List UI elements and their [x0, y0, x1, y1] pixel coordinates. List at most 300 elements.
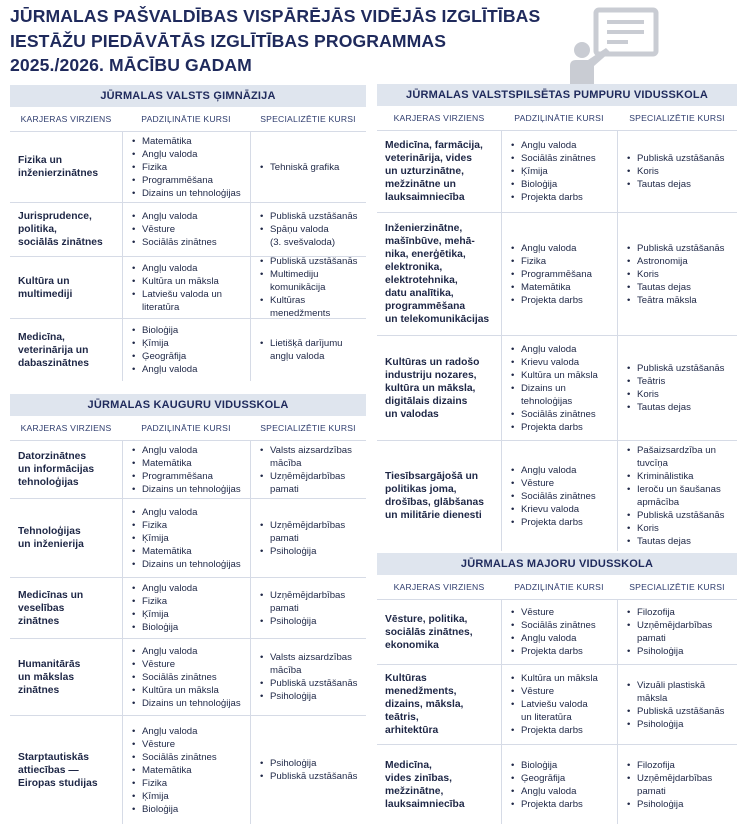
column-headers — [377, 106, 737, 130]
specialized-course-item: • Tautas dejas — [627, 281, 724, 294]
advanced-course-item: • Fizika — [511, 255, 592, 268]
program-row — [377, 664, 737, 744]
specialized-course-item: • Tehniskā grafika — [260, 161, 339, 174]
career-direction — [377, 613, 501, 652]
career-direction-line: dizains, māksla, — [385, 699, 464, 710]
specialized-course-item: • Psiholoģija — [260, 690, 357, 703]
specialized-course-list — [627, 759, 712, 811]
career-direction — [10, 154, 122, 180]
advanced-course-item: • Programmēšana — [132, 470, 241, 483]
advanced-course-item: • Angļu valoda — [511, 785, 583, 798]
column-header-specialized: SPECIALIZĒTIE KURSI — [260, 114, 356, 124]
advanced-courses — [122, 203, 250, 256]
career-direction-line: Jurisprudence, — [18, 211, 92, 222]
advanced-course-item: • Vēsture — [511, 606, 596, 619]
specialized-courses — [250, 132, 366, 202]
advanced-course-list — [511, 343, 598, 434]
advanced-course-item: • Angļu valoda — [511, 139, 596, 152]
advanced-courses — [501, 441, 617, 551]
advanced-courses — [122, 716, 250, 824]
career-direction-line: lauksaimniecība — [385, 798, 465, 810]
career-direction-line: politika, — [18, 224, 57, 235]
career-direction — [10, 210, 122, 249]
career-direction — [377, 672, 501, 737]
school-name: JŪRMALAS VALSTS ĢIMNĀZIJA — [10, 85, 366, 107]
specialized-course-list — [627, 362, 724, 414]
advanced-course-list — [132, 645, 241, 710]
career-direction-line: drošības, glābšanas — [385, 497, 485, 508]
advanced-course-item: • Angļu valoda — [132, 210, 217, 223]
specialized-course-item: • Kultūras menedžments — [260, 294, 366, 320]
specialized-course-item: • Publiskā uzstāšanās — [627, 705, 737, 718]
advanced-course-list — [132, 444, 241, 496]
career-direction-line: teātris, — [385, 712, 419, 723]
career-direction-line: un militārie dienesti — [385, 510, 482, 521]
career-direction-line: un valodas — [385, 408, 439, 420]
advanced-course-item: • Vēsture — [511, 477, 596, 490]
advanced-course-list — [511, 464, 596, 529]
advanced-course-item: • Kultūra un māksla — [132, 684, 241, 697]
advanced-course-list — [132, 506, 241, 571]
advanced-course-item: • Projekta darbs — [511, 191, 596, 204]
advanced-courses — [122, 257, 250, 318]
specialized-course-item-continuation: mācība — [270, 457, 302, 469]
program-row — [10, 715, 366, 824]
specialized-course-item: • Psiholoģija — [627, 798, 712, 811]
program-row — [377, 335, 737, 440]
specialized-course-list — [260, 757, 357, 783]
specialized-courses — [617, 600, 737, 664]
career-direction-line: Kultūras un radošo — [385, 356, 480, 368]
title-line-1: JŪRMALAS PAŠVALDĪBAS VISPĀRĒJĀS VIDĒJĀS IZGLĪTĪBAS — [10, 6, 541, 26]
advanced-course-item: • Bioloģija — [511, 759, 583, 772]
career-direction-line: digitālais dizains — [385, 395, 468, 407]
advanced-course-item: • Krievu valoda — [511, 356, 598, 369]
career-direction-line: Medicīna, — [385, 759, 432, 771]
specialized-course-item: • Publiskā uzstāšanās — [627, 509, 724, 522]
specialized-courses — [250, 319, 366, 381]
career-direction-line: Inženierzinātne, — [385, 223, 463, 234]
specialized-courses — [250, 203, 366, 256]
program-row — [377, 599, 737, 664]
advanced-course-item: • Sociālās zinātnes — [511, 408, 598, 421]
advanced-courses — [501, 665, 617, 744]
specialized-courses — [250, 578, 366, 638]
advanced-course-item: • Projekta darbs — [511, 798, 583, 811]
advanced-course-item: • Angļu valoda — [511, 242, 592, 255]
career-direction-line: veterinārija un — [18, 344, 89, 356]
career-direction-line: inženierzinātnes — [18, 168, 99, 179]
career-direction — [377, 356, 501, 421]
specialized-course-item-continuation: apmācība — [637, 497, 680, 508]
career-direction-line: Starptautiskās — [18, 751, 89, 763]
specialized-course-item: • Uzņēmējdarbības — [627, 619, 712, 632]
career-direction-line: dabaszinātnes — [18, 357, 89, 369]
advanced-course-item: • Kultūra un māksla — [132, 275, 222, 288]
specialized-course-item-continuation: mācība — [270, 665, 302, 676]
career-direction-line: zinātnes — [18, 615, 60, 627]
advanced-course-item: • Ķīmija — [511, 165, 596, 178]
title-line-3: 2025./2026. MĀCĪBU GADAM — [10, 55, 252, 75]
advanced-course-item: • Ķīmija — [132, 532, 241, 545]
career-direction-line: multimediji — [18, 288, 73, 300]
specialized-courses — [617, 213, 737, 335]
career-direction-line: un uzturzinātne, — [385, 166, 464, 177]
specialized-course-item: • Filozofija — [627, 759, 712, 772]
advanced-course-item: • Programmēšana — [511, 268, 592, 281]
specialized-course-item: • Koris — [627, 268, 724, 281]
career-direction-line: attiecības — — [18, 764, 79, 776]
advanced-course-item-continuation: un literatūra — [521, 712, 572, 723]
career-direction — [377, 470, 501, 522]
advanced-course-item: • Sociālās zinātnes — [511, 490, 596, 503]
advanced-course-list — [132, 582, 197, 634]
advanced-courses — [122, 499, 250, 577]
advanced-course-item: • Angļu valoda — [132, 506, 241, 519]
advanced-course-list — [511, 242, 592, 307]
advanced-course-item: • Projekta darbs — [511, 724, 598, 737]
program-row — [10, 202, 366, 256]
advanced-course-item: • Sociālās zinātnes — [132, 751, 217, 764]
career-direction-line: un inženierija — [18, 539, 84, 550]
specialized-courses — [250, 257, 366, 318]
advanced-course-item: • Sociālās zinātnes — [511, 152, 596, 165]
advanced-course-list — [132, 262, 222, 314]
career-direction — [377, 222, 501, 326]
specialized-courses — [617, 745, 737, 824]
advanced-course-item: • Sociālās zinātnes — [511, 619, 596, 632]
column-header-career: KARJERAS VIRZIENS — [20, 114, 112, 124]
career-direction-line: un telekomunikācijas — [385, 314, 490, 325]
advanced-courses — [501, 745, 617, 824]
program-row — [377, 744, 737, 824]
specialized-course-item: • Psiholoģija — [260, 757, 357, 770]
career-direction-line: programmēšana — [385, 301, 466, 312]
program-row — [10, 256, 366, 318]
career-direction-line: Fizika un — [18, 155, 63, 166]
advanced-course-list — [132, 725, 217, 816]
specialized-course-list — [260, 337, 343, 363]
advanced-courses — [122, 132, 250, 202]
advanced-course-item: • Krievu valoda — [511, 503, 596, 516]
advanced-course-item-continuation: literatūra — [142, 301, 180, 313]
advanced-courses — [122, 319, 250, 381]
advanced-course-item: • Dizains un — [511, 382, 598, 395]
specialized-course-item-continuation: pamati — [637, 633, 666, 644]
specialized-course-item: • Publiskā uzstāšanās — [260, 210, 357, 223]
advanced-course-item: • Vēsture — [132, 223, 217, 236]
program-row — [10, 638, 366, 715]
specialized-course-list — [260, 161, 339, 174]
career-direction — [377, 759, 501, 811]
career-direction-line: politikas joma, — [385, 484, 457, 495]
advanced-courses — [501, 600, 617, 664]
advanced-course-item: • Ķīmija — [132, 337, 197, 350]
school-name: JŪRMALAS KAUGURU VIDUSSKOLA — [10, 394, 366, 416]
career-direction-line: Datorzinātnes — [18, 451, 87, 462]
school-name: JŪRMALAS MAJORU VIDUSSKOLA — [377, 553, 737, 575]
advanced-course-item: • Fizika — [132, 161, 241, 174]
specialized-courses — [617, 441, 737, 551]
specialized-course-item: • Uzņēmējdarbības — [260, 470, 352, 483]
advanced-course-item: • Bioloģija — [132, 803, 217, 816]
specialized-courses — [250, 499, 366, 577]
specialized-courses — [250, 639, 366, 715]
specialized-course-item-continuation: pamati — [270, 602, 299, 614]
specialized-course-item-continuation: pamati — [270, 483, 299, 495]
specialized-course-item: • Publiskā uzstāšanās — [627, 242, 724, 255]
career-direction-line: ekonomika — [385, 639, 439, 651]
specialized-course-item-continuation: tuvcīņa — [637, 458, 668, 469]
specialized-course-list — [627, 444, 724, 548]
column-header-specialized: SPECIALIZĒTIE KURSI — [629, 113, 725, 123]
specialized-course-item: • Kriminālistika — [627, 470, 724, 483]
career-direction-line: Medicīnas un — [18, 589, 84, 601]
advanced-course-item: • Angļu valoda — [132, 725, 217, 738]
career-direction-line: Tehnoloģijas — [18, 526, 81, 537]
specialized-course-list — [260, 444, 352, 496]
specialized-course-item: • Koris — [627, 522, 724, 535]
program-row — [377, 440, 737, 551]
advanced-course-item: • Angļu valoda — [511, 632, 596, 645]
advanced-course-item: • Fizika — [132, 777, 217, 790]
career-direction-line: industriju nozares, — [385, 369, 477, 381]
career-direction-line: mašīnbūve, mehā- — [385, 236, 475, 247]
career-direction-line: elektrotehnika, — [385, 275, 458, 286]
career-direction-line: veterinārija, vides — [385, 153, 473, 164]
advanced-course-list — [511, 672, 598, 737]
career-direction — [10, 525, 122, 551]
program-row — [10, 318, 366, 381]
advanced-course-list — [511, 606, 596, 658]
advanced-course-item: • Dizains un tehnoloģijas — [132, 187, 241, 200]
specialized-course-item: • Tautas dejas — [627, 535, 724, 548]
advanced-course-item: • Dizains un tehnoloģijas — [132, 697, 241, 710]
advanced-course-item: • Fizika — [132, 519, 241, 532]
advanced-courses — [122, 441, 250, 498]
school-name: JŪRMALAS VALSTSPILSĒTAS PUMPURU VIDUSSKOLA — [377, 84, 737, 106]
advanced-course-item: • Projekta darbs — [511, 516, 596, 529]
career-direction-line: Vēsture, politika, — [385, 613, 468, 625]
career-direction-line: menedžments, — [385, 686, 457, 697]
career-direction-line: Kultūra un — [18, 275, 70, 287]
specialized-course-item: • Uzņēmējdarbības — [260, 519, 345, 532]
specialized-course-list — [260, 255, 366, 320]
career-direction-line: datu analītika, — [385, 288, 454, 299]
advanced-course-item-continuation: tehnoloģijas — [521, 395, 573, 407]
career-direction-line: nika, enerģētika, — [385, 249, 466, 260]
advanced-course-item: • Ģeogrāfija — [511, 772, 583, 785]
career-direction — [10, 658, 122, 697]
specialized-course-item: • Publiskā uzstāšanās — [260, 677, 357, 690]
specialized-course-item: • Ieroču un šaušanas — [627, 483, 724, 496]
specialized-course-item-continuation: komunikācija — [270, 282, 326, 293]
specialized-course-item: • Psiholoģija — [260, 545, 345, 558]
advanced-course-item: • Bioloģija — [132, 621, 197, 634]
specialized-course-item: • Uzņēmējdarbības — [260, 589, 345, 602]
specialized-course-item: • Publiskā uzstāšanās — [627, 362, 724, 375]
advanced-course-item: • Matemātika — [132, 135, 241, 148]
valsts-gimnazija-section — [10, 85, 366, 381]
specialized-course-item-continuation: angļu valoda — [270, 351, 325, 362]
advanced-course-item: • Dizains un tehnoloģijas — [132, 558, 241, 571]
career-direction-line: vides zinības, — [385, 772, 452, 784]
career-direction — [10, 589, 122, 628]
advanced-course-item: • Vēsture — [132, 658, 241, 671]
advanced-courses — [501, 213, 617, 335]
advanced-course-item: • Bioloģija — [511, 178, 596, 191]
career-direction-line: Medicīna, farmācija, — [385, 140, 483, 151]
specialized-courses — [250, 441, 366, 498]
advanced-courses — [122, 578, 250, 638]
specialized-course-item: • Valsts aizsardzības — [260, 651, 357, 664]
teacher-at-board-icon — [562, 4, 662, 84]
specialized-course-item: • Psiholoģija — [627, 718, 737, 731]
specialized-course-item: • Filozofija — [627, 606, 712, 619]
advanced-course-item: • Kultūra un māksla — [511, 369, 598, 382]
career-direction — [10, 275, 122, 301]
specialized-course-list — [260, 210, 357, 249]
specialized-course-list — [260, 589, 345, 628]
career-direction-line: lauksaimniecība — [385, 192, 465, 203]
specialized-course-item: • Teātris — [627, 375, 724, 388]
program-row — [10, 131, 366, 202]
advanced-course-item: • Latviešu valoda — [511, 698, 598, 711]
majoru-vidusskola-section — [377, 553, 737, 824]
career-direction-line: mežzinātne, — [385, 785, 444, 797]
specialized-courses — [250, 716, 366, 824]
specialized-course-item: • Uzņēmējdarbības — [627, 772, 712, 785]
advanced-course-item: • Matemātika — [132, 457, 241, 470]
advanced-courses — [122, 639, 250, 715]
column-header-advanced: PADZIĻINĀTIE KURSI — [141, 423, 231, 433]
kauguru-vidusskola-section — [10, 394, 366, 824]
advanced-course-list — [511, 759, 583, 811]
pumpuru-vidusskola-section — [377, 84, 737, 551]
specialized-course-item: • Teātra māksla — [627, 294, 724, 307]
specialized-course-list — [627, 679, 737, 731]
page-title — [10, 4, 610, 78]
advanced-course-item: • Kultūra un māksla — [511, 672, 598, 685]
advanced-course-list — [132, 210, 217, 249]
advanced-course-item: • Sociālās zinātnes — [132, 236, 217, 249]
column-headers — [10, 107, 366, 131]
career-direction-line: Medicīna, — [18, 331, 65, 343]
career-direction-line: zinātnes — [18, 684, 60, 696]
specialized-course-item: • Vizuāli plastiskā māksla — [627, 679, 737, 705]
advanced-course-item: • Angļu valoda — [132, 363, 197, 376]
advanced-course-item: • Projekta darbs — [511, 421, 598, 434]
advanced-course-item: • Programmēšana — [132, 174, 241, 187]
specialized-course-item-continuation: pamati — [637, 785, 666, 797]
specialized-course-list — [627, 152, 724, 191]
specialized-course-item: • Psiholoģija — [627, 645, 712, 658]
specialized-course-item: • Lietišķā darījumu — [260, 337, 343, 350]
program-row — [10, 440, 366, 498]
advanced-course-item: • Angļu valoda — [132, 262, 222, 275]
specialized-course-item: • Spāņu valoda — [260, 223, 357, 236]
program-row — [377, 212, 737, 335]
advanced-course-item: • Dizains un tehnoloģijas — [132, 483, 241, 496]
advanced-course-item: • Angļu valoda — [132, 444, 241, 457]
advanced-course-item: • Projekta darbs — [511, 294, 592, 307]
column-header-advanced: PADZIĻINĀTIE KURSI — [141, 114, 231, 124]
advanced-course-item: • Ķīmija — [132, 790, 217, 803]
specialized-course-list — [260, 651, 357, 703]
specialized-course-item: • Koris — [627, 165, 724, 178]
advanced-course-item: • Latviešu valoda un — [132, 288, 222, 301]
career-direction — [10, 450, 122, 489]
advanced-course-item: • Fizika — [132, 595, 197, 608]
column-header-advanced: PADZIĻINĀTIE KURSI — [514, 582, 604, 592]
career-direction-line: mežzinātne un — [385, 179, 456, 190]
program-row — [377, 130, 737, 212]
specialized-course-item: • Koris — [627, 388, 724, 401]
column-headers — [10, 416, 366, 440]
specialized-course-list — [627, 242, 724, 307]
column-header-specialized: SPECIALIZĒTIE KURSI — [629, 582, 725, 592]
specialized-course-list — [627, 606, 712, 658]
advanced-course-item: • Matemātika — [132, 764, 217, 777]
career-direction-line: kultūra un māksla, — [385, 382, 476, 394]
advanced-course-list — [132, 135, 241, 200]
advanced-course-item: • Sociālās zinātnes — [132, 671, 241, 684]
specialized-course-item: • Pašaizsardzība un — [627, 444, 724, 457]
specialized-course-list — [260, 519, 345, 558]
column-header-specialized: SPECIALIZĒTIE KURSI — [260, 423, 356, 433]
advanced-course-item: • Angļu valoda — [511, 464, 596, 477]
advanced-course-item: • Ķīmija — [132, 608, 197, 621]
advanced-course-list — [132, 324, 197, 376]
specialized-courses — [617, 336, 737, 440]
specialized-course-item: • Publiskā uzstāšanās — [627, 152, 724, 165]
specialized-course-item: • Astronomija — [627, 255, 724, 268]
advanced-course-item: • Matemātika — [511, 281, 592, 294]
career-direction-line: arhitektūra — [385, 725, 439, 736]
advanced-course-item: • Angļu valoda — [511, 343, 598, 356]
specialized-course-item: • Multimediju — [260, 268, 366, 281]
advanced-courses — [501, 131, 617, 212]
career-direction-line: Kultūras — [385, 673, 427, 684]
career-direction-line: sociālās zinātnes — [18, 237, 103, 248]
advanced-course-item: • Ģeogrāfija — [132, 350, 197, 363]
title-line-2: IESTĀŽU PIEDĀVĀTĀS IZGLĪTĪBAS PROGRAMMAS — [10, 30, 447, 51]
advanced-course-item: • Vēsture — [132, 738, 217, 751]
specialized-courses — [617, 665, 737, 744]
specialized-course-item: • Publiskā uzstāšanās — [260, 255, 366, 268]
specialized-course-item: • Psiholoģija — [260, 615, 345, 628]
specialized-courses — [617, 131, 737, 212]
program-row — [10, 577, 366, 638]
career-direction — [377, 139, 501, 204]
career-direction-line: veselības — [18, 602, 65, 614]
advanced-course-list — [511, 139, 596, 204]
specialized-course-item: • Tautas dejas — [627, 401, 724, 414]
specialized-course-item: • Valsts aizsardzības — [260, 444, 352, 457]
career-direction-line: sociālās zinātnes, — [385, 626, 473, 638]
career-direction-line: tehnoloģijas — [18, 477, 79, 488]
column-header-career: KARJERAS VIRZIENS — [393, 582, 485, 592]
career-direction — [10, 751, 122, 790]
specialized-course-item: • Tautas dejas — [627, 178, 724, 191]
advanced-course-item: • Angļu valoda — [132, 148, 241, 161]
specialized-course-item: • Publiskā uzstāšanās — [260, 770, 357, 783]
advanced-course-item: • Projekta darbs — [511, 645, 596, 658]
column-header-advanced: PADZIĻINĀTIE KURSI — [514, 113, 604, 123]
advanced-course-item: • Angļu valoda — [132, 645, 241, 658]
column-header-career: KARJERAS VIRZIENS — [20, 423, 112, 433]
career-direction — [10, 331, 122, 370]
